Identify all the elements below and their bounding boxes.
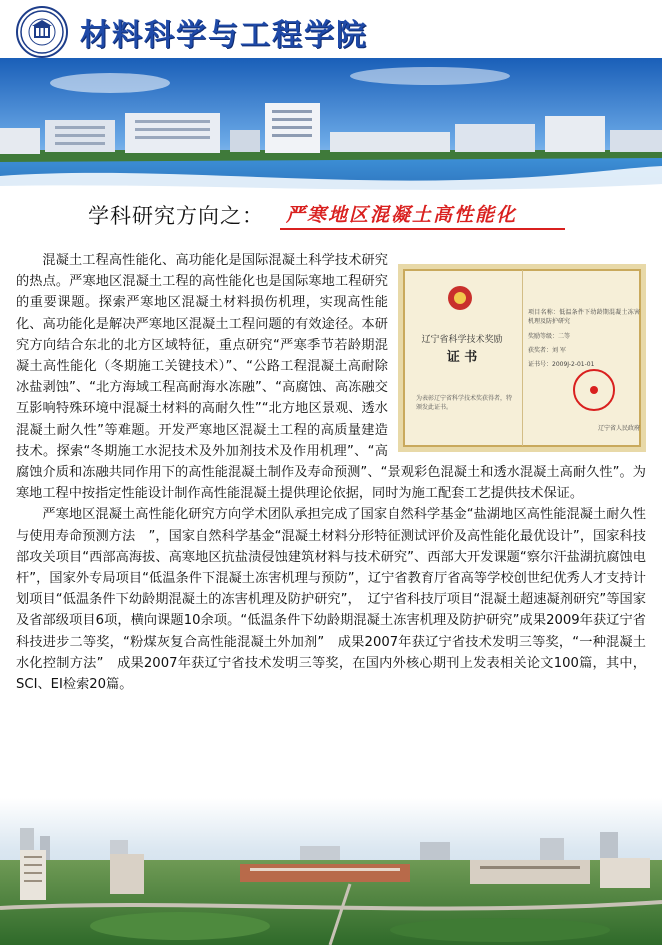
certificate-word: 证 书	[446, 350, 478, 365]
school-name: 材料科学与工程学院	[80, 18, 368, 53]
award-certificate-photo	[398, 264, 646, 452]
section-title	[0, 196, 662, 236]
certificate-project: 项目名称：低温条件下幼龄期混凝土冻害机理及防护研究	[528, 309, 640, 325]
certificate-heading: 辽宁省科学技术奖励	[421, 335, 503, 345]
section-title-topic: 严寒地区混凝土高性能化	[286, 204, 518, 226]
aerial-campus-photo	[0, 798, 662, 945]
certificate-body: 为表彰辽宁省科学技术奖获得者，特颁发此证书。	[416, 395, 513, 411]
title-underline	[280, 228, 565, 230]
certificate-grade: 奖励等级：二等	[528, 333, 571, 340]
certificate-winner: 获奖者：刘 军	[528, 347, 566, 354]
campus-banner-photo	[0, 58, 662, 198]
section-title-prefix: 学科研究方向之：	[88, 204, 264, 228]
university-seal-icon	[16, 6, 68, 58]
certificate-number: 证书号：2009J-2-01-01	[528, 361, 595, 368]
page-header	[0, 0, 662, 62]
paragraph-2: 严寒地区混凝土高性能化研究方向学术团队承担完成了国家自然科学基金“盐湖地区高性能混凝土耐久性与使用寿命预测方法 ”，国家自然科学基金“混凝土材料分形特征测试评价及高性能化最优设计”，国家科技部攻关项目“西部高海拔、高寒地区抗盐渍侵蚀建筑材料与技术研究”、西部大开发课题“察尔汗盐湖抗腐蚀电杆”，国家外专局项目“低温条件下混凝土冻害机理与预防”，辽宁省教育厅省高等学校创世纪优秀人才支持计划项目“低温条件下幼龄期混凝土的冻害机理及防护研究”， 辽宁省科技厅项目“混凝土超速凝剂研究”等国家及省部级项目6项，横向课题10余项。“低温条件下幼龄期混凝土冻害机理及防护研究”成果2009年获辽宁省科技进步二等奖，“粉煤灰复合高性能混凝土外加剂” 成果2007年获辽宁省技术发明三等奖，“一种混凝土水化控制方法” 成果2007年获辽宁省技术发明三等奖，在国内外核心期刊上发表相关论文100篇，其中，SCI、EI检索20篇。	[16, 507, 646, 693]
article-body	[16, 250, 646, 695]
certificate-issuer: 辽宁省人民政府	[597, 425, 640, 432]
paragraph-1: 混凝土工程高性能化、高功能化是国际混凝土科学技术研究的热点。严寒地区混凝土工程的高性能化也是国际寒地工程研究的重要课题。探索严寒地区混凝土材料损伤机理，实现高性能化、高功能化是解决严寒地区混凝土工程问题的有效途径。本研究方向结合东北的北方区域特征，重点研究“严寒季节若龄期混凝土高性能化（冬期施工关键技术）”、“公路工程混凝土高耐除冰盐剥蚀”、“北方海域工程高耐海水冻融”、“高腐蚀、高冻融交互影响特殊环境中混凝土材料的高耐久性”“北方地区景观、透水混凝土耐久性”等难题。开发严寒地区混凝土工程的高质量建造技术。探索“冬期施工水泥技术及外加剂技术及作用机理”、“高腐蚀介质和冻融共同作用下的高性能混凝土制作及寿命预测”、“景观彩色混凝土和透水混凝土高耐久性”。为寒地工程中按指定性能设计制作高性能混凝土提供理论依据，同时为施工配套工艺提供技术保证。	[16, 253, 646, 502]
